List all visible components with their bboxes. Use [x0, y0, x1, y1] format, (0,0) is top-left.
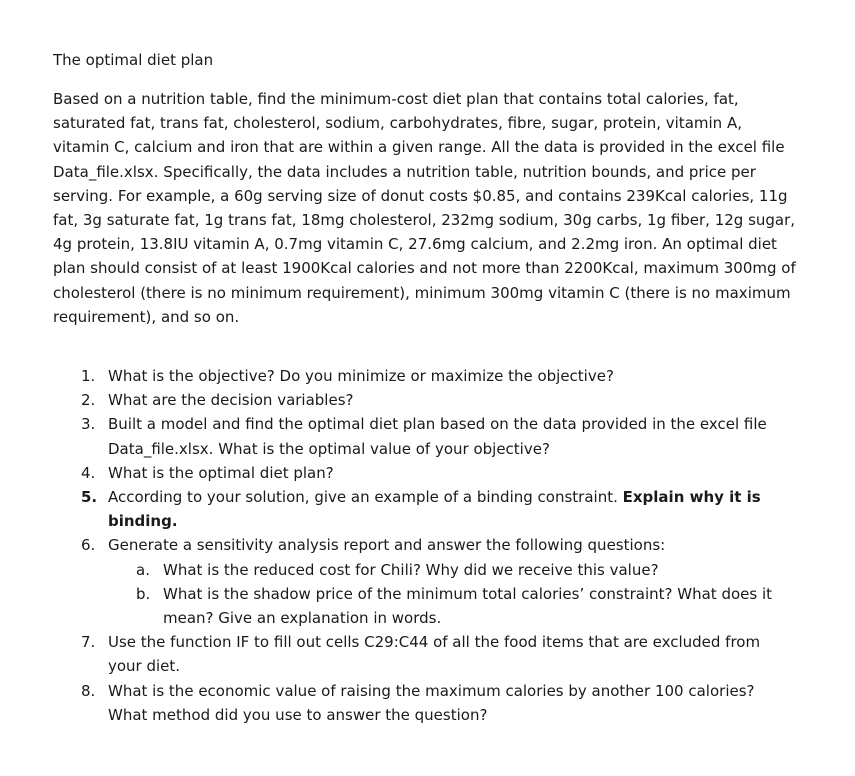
subquestion-item: [136, 582, 781, 630]
question-number: 4.: [81, 463, 96, 482]
question-item: [81, 388, 781, 412]
subquestion-list: [108, 558, 781, 631]
question-item: [81, 461, 781, 485]
question-number: 3.: [81, 415, 96, 434]
question-item: [81, 679, 781, 727]
subquestion-label: a.: [136, 560, 150, 579]
question-item: [81, 364, 781, 388]
question-text: Generate a sensitivity analysis report and answer the following questions:: [108, 536, 666, 555]
question-text: What is the optimal diet plan?: [108, 463, 334, 482]
question-text: According to your solution, give an example of a binding constraint.: [108, 488, 623, 507]
subquestion-text: What is the shadow price of the minimum total calories’ constraint? What does it mean? Give an explanation in words.: [163, 584, 773, 628]
intro-paragraph: Based on a nutrition table, find the minimum-cost diet plan that contains total calories, fat, saturated fat, trans fat, cholesterol, sodium, carbohydrates, fibre, sugar, protein, vitamin A, vitamin C, calcium and iron that are within a given range. All the data is provided in the excel file Data_file.xlsx. Specifically, the data includes a nutrition table, nutrition bounds, and price per serving. For example, a 60g serving size of donut costs $0.85, and contains 239Kcal calories, 11g fat, 3g saturate fat, 1g trans fat, 18mg cholesterol, 232mg sodium, 30g carbs, 1g fiber, 12g sugar, 4g protein, 13.8IU vitamin A, 0.7mg vitamin C, 27.6mg calcium, and 2.2mg iron. An optimal diet plan should consist of at least 1900Kcal calories and not more than 2200Kcal, maximum 300mg of cholesterol (there is no minimum requirement), minimum 300mg vitamin C (there is no maximum requirement), and so on.: [53, 90, 796, 326]
document-title: The optimal diet plan: [53, 51, 214, 69]
question-emphasis: Explain why it is binding.: [108, 488, 761, 531]
question-text: What is the objective? Do you minimize or maximize the objective?: [108, 367, 614, 385]
question-text: What is the economic value of raising the maximum calories by another 100 calories? What method did you use to answer the question?: [108, 681, 755, 724]
question-item: [81, 412, 781, 460]
question-number: 8.: [81, 681, 96, 700]
question-number: 2.: [81, 391, 96, 410]
subquestion-item: [136, 558, 781, 582]
subquestion-label: b.: [136, 584, 151, 603]
question-number: 1.: [81, 367, 96, 385]
question-number: 5.: [81, 488, 98, 507]
question-text: Use the function IF to fill out cells C29:C44 of all the food items that are excluded from your diet.: [108, 633, 761, 676]
question-item: [81, 630, 781, 678]
subquestion-text: What is the reduced cost for Chili? Why did we receive this value?: [163, 560, 659, 579]
question-list: [81, 364, 781, 727]
question-item: [81, 485, 781, 533]
question-text: What are the decision variables?: [108, 391, 354, 410]
question-text: Built a model and find the optimal diet plan based on the data provided in the excel file Data_file.xlsx. What is the optimal value of your objective?: [108, 415, 767, 458]
question-item: [81, 533, 781, 630]
question-number: 6.: [81, 536, 96, 555]
question-number: 7.: [81, 633, 96, 652]
